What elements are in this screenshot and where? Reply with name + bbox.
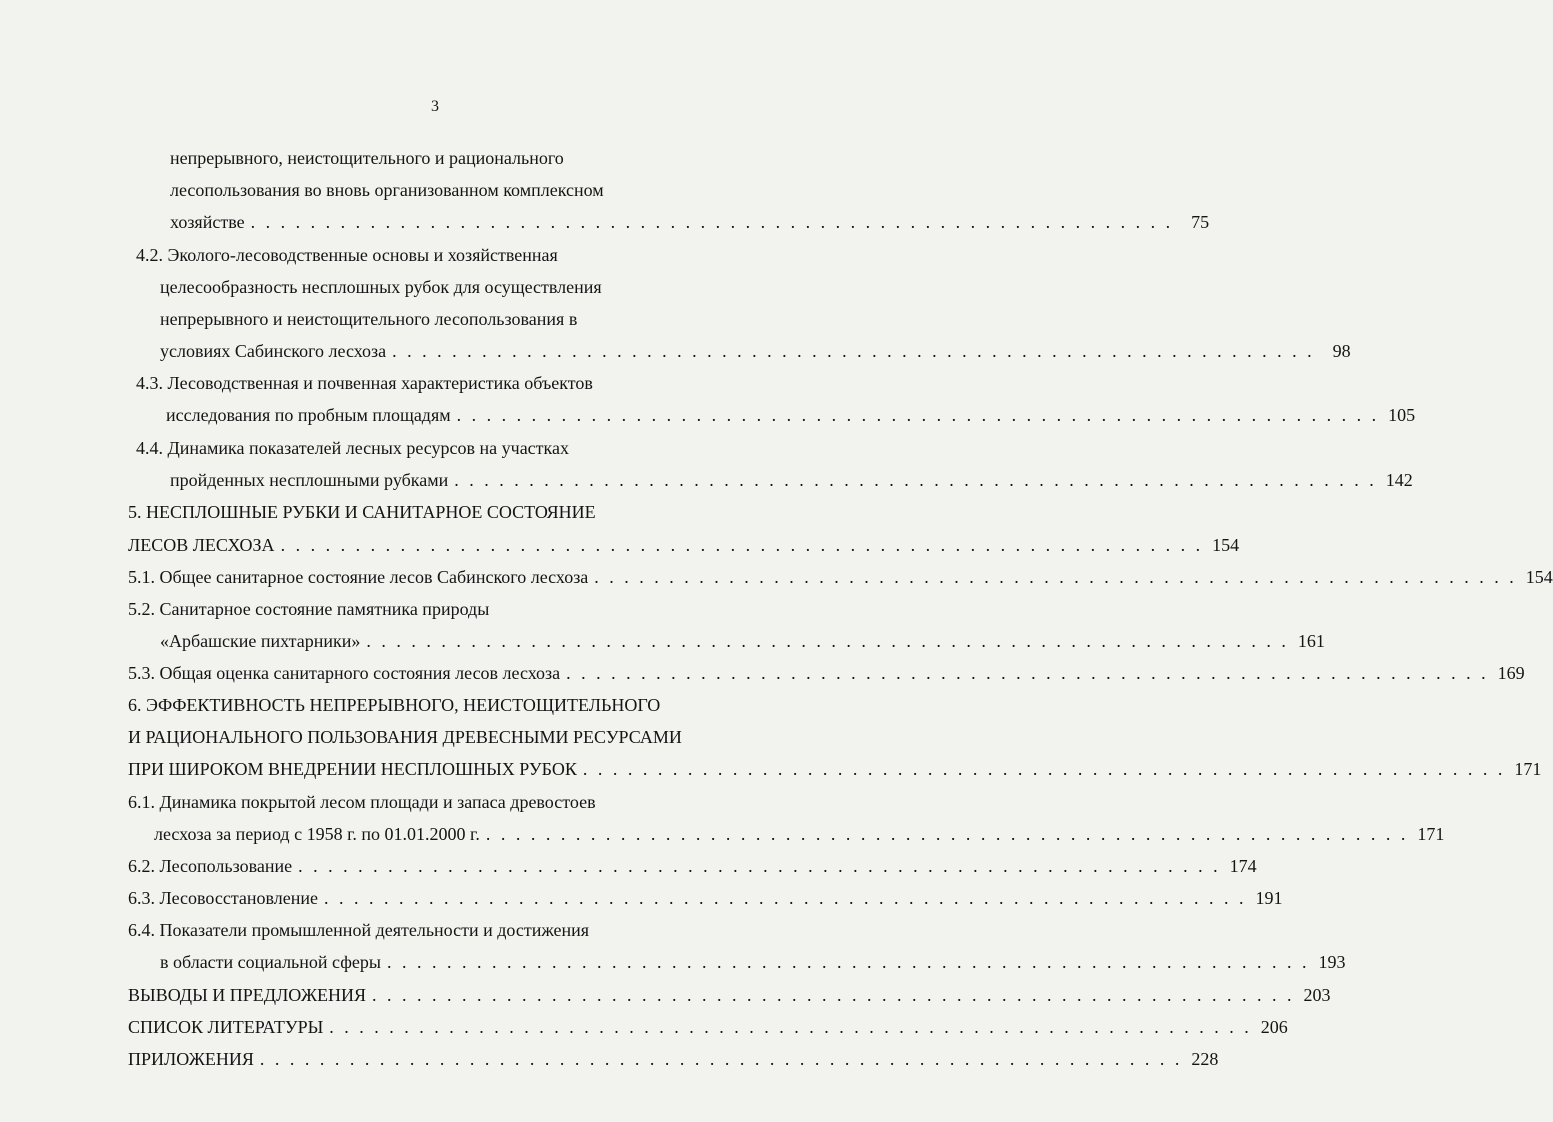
toc-line — [160, 275, 718, 299]
toc-entry[interactable] — [166, 403, 1416, 427]
toc-page: 105 — [1388, 405, 1416, 425]
toc-line — [170, 146, 718, 170]
toc-line — [128, 693, 718, 717]
toc-text: 5. НЕСПЛОШНЫЕ РУБКИ И САНИТАРНОЕ СОСТОЯНИЕ — [128, 502, 596, 522]
toc-page: 171 — [1514, 759, 1542, 779]
toc-text: 6.2. Лесопользование — [128, 856, 293, 876]
leader-dots: . . . . . . . . . . . . . . . . . . . . . . . . . . . . . . . . . . . . . . . . . . . . . . . . . . . . . . . . . . . . . . — [454, 470, 1377, 490]
leader-dots: . . . . . . . . . . . . . . . . . . . . . . . . . . . . . . . . . . . . . . . . . . . . . . . . . . . . . . . . . . . . . . — [280, 535, 1204, 555]
toc-text: ВЫВОДЫ И ПРЕДЛОЖЕНИЯ — [128, 985, 366, 1005]
toc-entry[interactable] — [128, 565, 1553, 589]
toc-entry[interactable] — [128, 854, 1257, 878]
toc-text: 4.4. Динамика показателей лесных ресурсов на участках — [136, 438, 570, 458]
toc-line — [128, 500, 718, 524]
toc-text: непрерывного, неистощительного и рационального — [170, 148, 564, 168]
toc-entry[interactable] — [128, 886, 1283, 910]
leader-dots: . . . . . . . . . . . . . . . . . . . . . . . . . . . . . . . . . . . . . . . . . . . . . . . . . . . . . . . . . . . . . . — [566, 663, 1489, 683]
toc-entry[interactable] — [170, 210, 1210, 234]
toc-text: 4.3. Лесоводственная и почвенная характеристика объектов — [136, 373, 593, 393]
toc-text: в области социальной сферы — [160, 952, 381, 972]
toc-entry[interactable] — [128, 757, 1542, 781]
leader-dots: . . . . . . . . . . . . . . . . . . . . . . . . . . . . . . . . . . . . . . . . . . . . . . . . . . . . . . . . . . . . . . — [366, 631, 1289, 651]
toc-page: 154 — [1212, 535, 1240, 555]
toc-text: целесообразность несплошных рубок для осуществления — [160, 277, 602, 297]
toc-page: 98 — [1332, 341, 1351, 361]
toc-text: ПРИЛОЖЕНИЯ — [128, 1049, 254, 1069]
toc-entry[interactable] — [128, 1047, 1219, 1071]
toc-line — [128, 918, 718, 942]
toc-text: 6.4. Показатели промышленной деятельности и достижения — [128, 920, 590, 940]
toc-page: 75 — [1191, 212, 1210, 232]
toc-page: 228 — [1191, 1049, 1219, 1069]
toc-text: лесопользования во вновь организованном комплексном — [170, 180, 604, 200]
toc-text: 5.1. Общее санитарное состояние лесов Сабинского лесхоза — [128, 567, 589, 587]
toc-page: 171 — [1417, 824, 1445, 844]
toc-line — [136, 243, 718, 267]
leader-dots: . . . . . . . . . . . . . . . . . . . . . . . . . . . . . . . . . . . . . . . . . . . . . . . . . . . . . . . . . . . . . . — [324, 888, 1247, 908]
leader-dots: . . . . . . . . . . . . . . . . . . . . . . . . . . . . . . . . . . . . . . . . . . . . . . . . . . . . . . . . . . . . . . — [329, 1017, 1252, 1037]
toc-entry[interactable] — [160, 950, 1346, 974]
toc-text: ПРИ ШИРОКОМ ВНЕДРЕНИИ НЕСПЛОШНЫХ РУБОК — [128, 759, 577, 779]
toc-line — [136, 436, 718, 460]
leader-dots: . . . . . . . . . . . . . . . . . . . . . . . . . . . . . . . . . . . . . . . . . . . . . . . . . . . . . . . . . . . . . . — [371, 985, 1295, 1005]
toc-line — [160, 307, 718, 331]
leader-dots: . . . . . . . . . . . . . . . . . . . . . . . . . . . . . . . . . . . . . . . . . . . . . . . . . . . . . . . . . . . . . . — [582, 759, 1506, 779]
leader-dots: . . . . . . . . . . . . . . . . . . . . . . . . . . . . . . . . . . . . . . . . . . . . . . . . . . . . . . . . . . . . . . — [259, 1049, 1183, 1069]
toc-text: пройденных несплошными рубками — [170, 470, 449, 490]
toc-page: 203 — [1303, 985, 1331, 1005]
toc-page: 193 — [1318, 952, 1346, 972]
toc-text: 5.2. Санитарное состояние памятника природы — [128, 599, 490, 619]
toc-line — [128, 790, 718, 814]
toc-line — [136, 371, 718, 395]
toc-text: СПИСОК ЛИТЕРАТУРЫ — [128, 1017, 324, 1037]
toc-entry[interactable] — [128, 983, 1331, 1007]
toc-entry[interactable] — [160, 339, 1351, 363]
toc-page: 154 — [1525, 567, 1553, 587]
toc-page: 161 — [1297, 631, 1325, 651]
toc-entry[interactable] — [128, 533, 1240, 557]
toc-entry[interactable] — [128, 661, 1525, 685]
toc-line — [128, 597, 718, 621]
toc-text: 6.1. Динамика покрытой лесом площади и запаса древостоев — [128, 792, 596, 812]
toc-line — [170, 178, 718, 202]
toc-entry[interactable] — [128, 1015, 1288, 1039]
toc-page: 174 — [1229, 856, 1257, 876]
toc-text: 4.2. Эколого-лесоводственные основы и хозяйственная — [136, 245, 558, 265]
toc-text: И РАЦИОНАЛЬНОГО ПОЛЬЗОВАНИЯ ДРЕВЕСНЫМИ РЕСУРСАМИ — [128, 727, 682, 747]
toc-text: условиях Сабинского лесхоза — [160, 341, 387, 361]
leader-dots: . . . . . . . . . . . . . . . . . . . . . . . . . . . . . . . . . . . . . . . . . . . . . . . . . . . . . . . . . . . . . . — [456, 405, 1380, 425]
toc-line — [128, 725, 718, 749]
toc-entry[interactable] — [170, 468, 1413, 492]
toc-page: 206 — [1260, 1017, 1288, 1037]
toc-text: хозяйстве — [170, 212, 245, 232]
toc-text: «Арбашские пихтарники» — [160, 631, 361, 651]
toc-text: 5.3. Общая оценка санитарного состояния лесов лесхоза — [128, 663, 561, 683]
leader-dots: . . . . . . . . . . . . . . . . . . . . . . . . . . . . . . . . . . . . . . . . . . . . . . . . . . . . . . . . . . . . . . — [392, 341, 1315, 361]
leader-dots: . . . . . . . . . . . . . . . . . . . . . . . . . . . . . . . . . . . . . . . . . . . . . . . . . . . . . . . . . . . . . . — [594, 567, 1517, 587]
leader-dots: . . . . . . . . . . . . . . . . . . . . . . . . . . . . . . . . . . . . . . . . . . . . . . . . . . . . . . . . . . . . . . — [250, 212, 1174, 232]
toc-text: исследования по пробным площадям — [166, 405, 451, 425]
toc-page: 169 — [1497, 663, 1525, 683]
page-number: 3 — [431, 98, 439, 115]
toc-entry[interactable] — [160, 629, 1325, 653]
toc-page: 142 — [1385, 470, 1413, 490]
leader-dots: . . . . . . . . . . . . . . . . . . . . . . . . . . . . . . . . . . . . . . . . . . . . . . . . . . . . . . . . . . . . . . — [298, 856, 1221, 876]
toc-text: 6.3. Лесовосстановление — [128, 888, 319, 908]
toc-text: ЛЕСОВ ЛЕСХОЗА — [128, 535, 275, 555]
toc-text: лесхоза за период с 1958 г. по 01.01.2000 г. — [154, 824, 480, 844]
toc-entry[interactable] — [154, 822, 1445, 846]
toc-text: непрерывного и неистощительного лесопользования в — [160, 309, 578, 329]
toc-text: 6. ЭФФЕКТИВНОСТЬ НЕПРЕРЫВНОГО, НЕИСТОЩИТЕЛЬНОГО — [128, 695, 661, 715]
leader-dots: . . . . . . . . . . . . . . . . . . . . . . . . . . . . . . . . . . . . . . . . . . . . . . . . . . . . . . . . . . . . . . — [485, 824, 1409, 844]
toc-page: 191 — [1255, 888, 1283, 908]
leader-dots: . . . . . . . . . . . . . . . . . . . . . . . . . . . . . . . . . . . . . . . . . . . . . . . . . . . . . . . . . . . . . . — [386, 952, 1310, 972]
